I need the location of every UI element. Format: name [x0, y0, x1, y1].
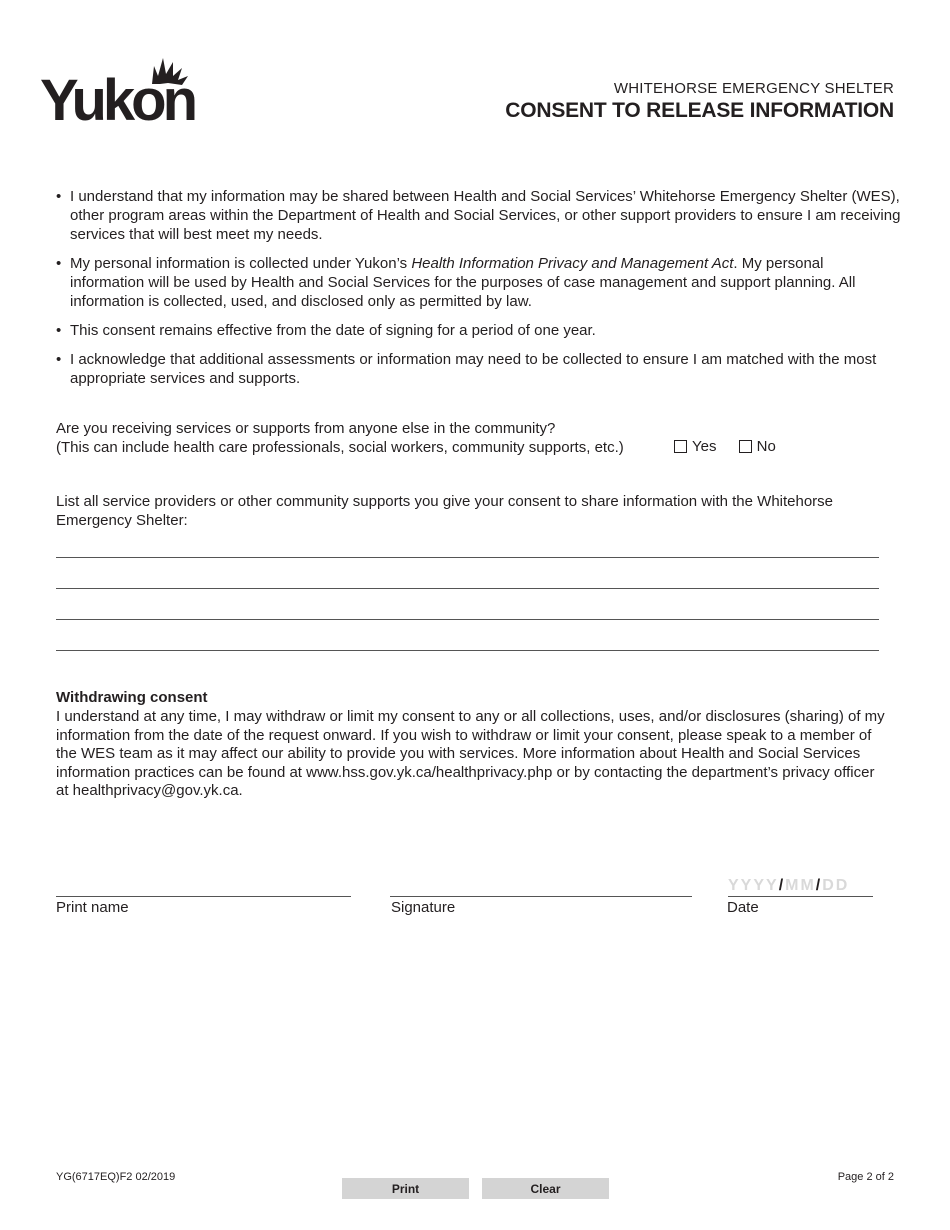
consent-statements: [56, 187, 901, 398]
question-line-1: Are you receiving services or supports from anyone else in the community?: [56, 420, 556, 437]
providers-label: List all service providers or other community supports you give your consent to share information with the Whitehorse Emergency Shelter:: [56, 493, 834, 529]
clear-button[interactable]: Clear: [482, 1178, 609, 1199]
bullet-assessment: • I acknowledge that additional assessments or information may need to be collected to ensure I am matched with the most appropriate services and supports.: [56, 350, 901, 388]
date-separator: /: [815, 877, 823, 894]
page-number: Page 2 of 2: [837, 1171, 894, 1183]
provider-line-2[interactable]: [56, 568, 879, 589]
withdraw-heading: Withdrawing consent: [56, 689, 208, 706]
bullet-collection: [56, 254, 901, 311]
signature-field[interactable]: [390, 876, 692, 897]
print-button[interactable]: Print: [342, 1178, 469, 1199]
services-question: [56, 419, 624, 457]
signature-label: Signature: [391, 899, 456, 916]
date-day-placeholder: DD: [822, 877, 850, 894]
date-year-placeholder: YYYY: [728, 877, 779, 894]
services-answer: [674, 437, 794, 458]
date-label: Date: [727, 899, 759, 916]
withdraw-text: I understand at any time, I may withdraw or limit my consent to any or all collections, uses, and/or disclosures (sharing) of my information from the date of the request onward. If you wish to withdraw or limit your consent, please speak to a member of the WES team as it may affect our ability to provide you with services. More information about Health and Social Services information practices can be found at www.hss.gov.yk.ca/healthprivacy.php or by contacting the department’s privacy officer at healthprivacy@gov.yk.ca.: [56, 708, 885, 800]
yukon-wordmark-logo: [40, 52, 212, 124]
question-line-2: (This can include health care professionals, social workers, community supports, etc.): [56, 439, 624, 456]
no-checkbox[interactable]: [739, 440, 752, 453]
form-title: CONSENT TO RELEASE INFORMATION: [505, 99, 894, 122]
yes-checkbox[interactable]: [674, 440, 687, 453]
no-label: No: [756, 438, 776, 455]
bullet-collection-post: . My personal information will be used by Health and Social Services for the purposes of case management and support planning. All information is collected, used, and disclosed only as permitted by law.: [70, 255, 856, 310]
date-month-placeholder: MM: [785, 877, 816, 894]
yes-label: Yes: [692, 438, 717, 455]
yukon-logo: [40, 52, 212, 124]
act-name: Health Information Privacy and Management Act: [411, 255, 734, 272]
svg-text:Yukon: Yukon: [40, 68, 195, 124]
print-name-label: Print name: [56, 899, 129, 916]
yes-option[interactable]: [674, 437, 716, 456]
bullet-sharing: • I understand that my information may be shared between Health and Social Services’ Whitehorse Emergency Shelter (WES), other program areas within the Department of Health and Social Services, or other support providers to ensure I am receiving services that will best meet my needs.: [56, 187, 901, 244]
bullet-duration: • This consent remains effective from the date of signing for a period of one year.: [56, 321, 901, 340]
provider-line-1[interactable]: [56, 537, 879, 558]
bullet-collection-pre: My personal information is collected under Yukon’s: [70, 255, 412, 272]
date-field[interactable]: [728, 876, 873, 897]
date-separator: /: [778, 877, 786, 894]
form-code: YG(6717EQ)F2 02/2019: [56, 1171, 176, 1183]
no-option[interactable]: [739, 437, 776, 456]
provider-line-4[interactable]: [56, 630, 879, 651]
provider-line-3[interactable]: [56, 599, 879, 620]
header-subtitle: WHITEHORSE EMERGENCY SHELTER: [613, 80, 894, 97]
print-name-field[interactable]: [56, 876, 351, 897]
